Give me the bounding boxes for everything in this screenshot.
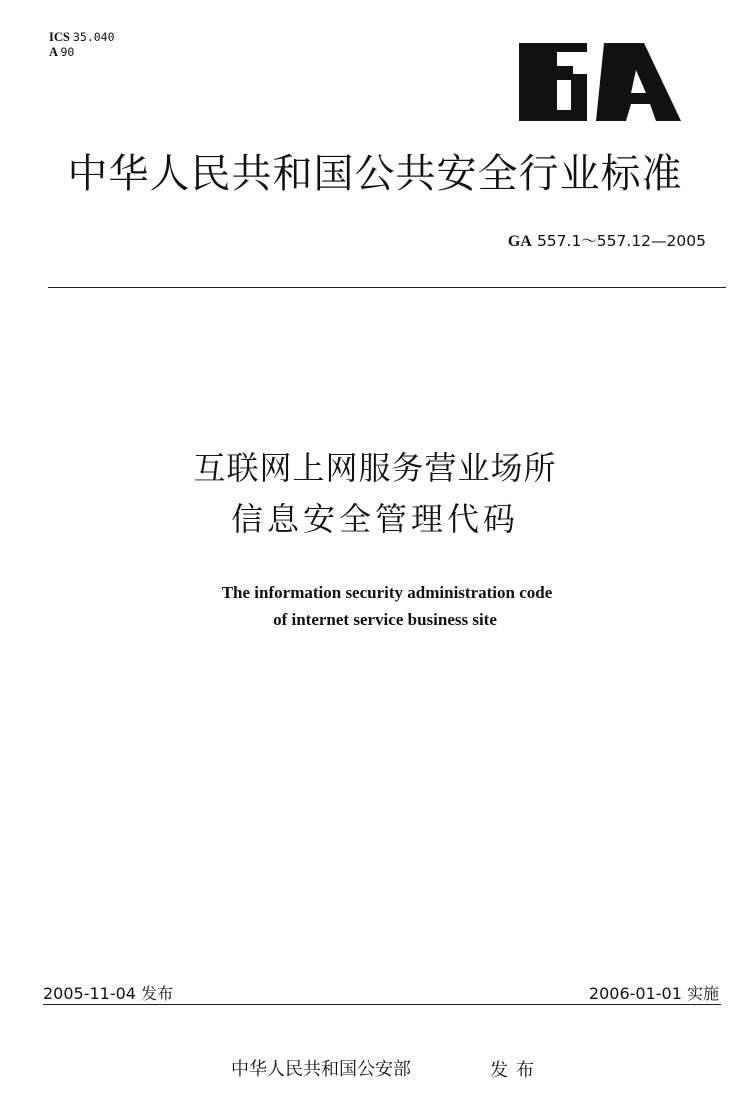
standard-title: 中华人民共和国公共安全行业标准 bbox=[67, 151, 683, 197]
document-title-en-line1: The information security administration code bbox=[221, 583, 553, 602]
ga-logo-g-notch-inner bbox=[557, 80, 571, 110]
category-code: 90 bbox=[60, 45, 75, 59]
category-label: A bbox=[49, 45, 58, 59]
document-title-en-line2: of internet service business site bbox=[273, 610, 497, 629]
top-divider bbox=[48, 287, 726, 288]
bottom-divider bbox=[43, 1004, 721, 1005]
standard-number bbox=[508, 229, 706, 251]
publish-label: 发布 bbox=[490, 1060, 542, 1081]
publisher: 中华人民共和国公安部 bbox=[231, 1059, 411, 1080]
standard-number-prefix: GA bbox=[507, 233, 532, 250]
issue-date: 2005-11-04 发布 bbox=[43, 984, 174, 1003]
ga-logo-g-spur bbox=[571, 96, 587, 110]
ics-code: 35.040 bbox=[72, 30, 115, 44]
ga-logo bbox=[0, 0, 750, 150]
standard-number-value: 557.1～557.12—2005 bbox=[536, 232, 706, 250]
document-title-zh-line1: 互联网上网服务营业场所 bbox=[193, 449, 557, 487]
implementation-date: 2006-01-01 实施 bbox=[588, 984, 719, 1003]
ics-label: ICS bbox=[49, 30, 70, 44]
document-title-zh-line2: 信息安全管理代码 bbox=[230, 500, 519, 538]
